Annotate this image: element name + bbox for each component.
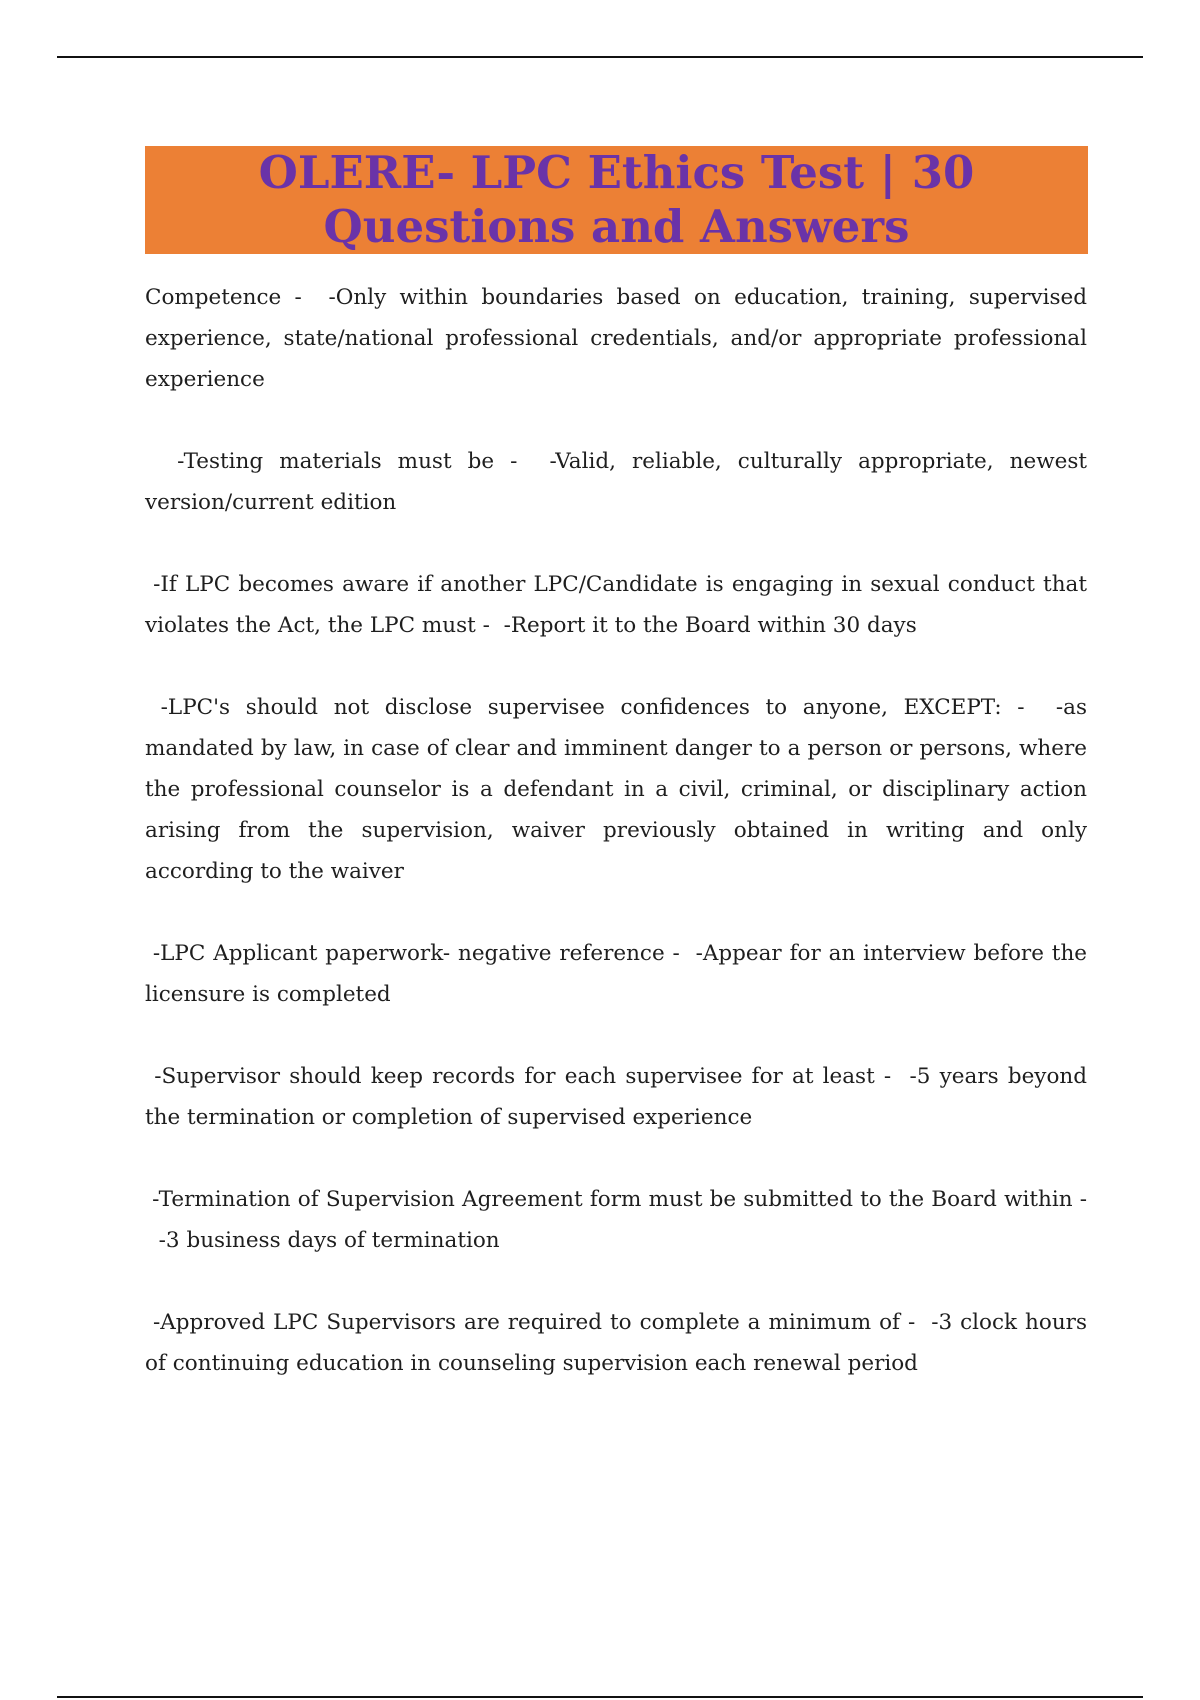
qa-question: -Approved LPC Supervisors are required to complete a minimum of -: [153, 1310, 916, 1335]
qa-question: -Testing materials must be -: [177, 449, 518, 474]
qa-answer: -as mandated by law, in case of clear and imminent danger to a person or persons, where the professional counselor is a defendant in a civil, criminal, or disciplinary action arising from the supervision, waiver previously obtained in writing and only according to the waiver: [145, 695, 1087, 884]
qa-list: [145, 277, 1087, 1425]
qa-question: -If LPC becomes aware if another LPC/Candidate is engaging in sexual conduct that violates the Act, the LPC must -: [145, 572, 1088, 638]
qa-answer: -Appear for an interview before the licensure is completed: [145, 941, 1088, 1007]
qa-answer: -Report it to the Board within 30 days: [503, 613, 917, 638]
qa-question: -Termination of Supervision Agreement form must be submitted to the Board within -: [152, 1187, 1087, 1212]
qa-answer: -5 years beyond the termination or completion of supervised experience: [145, 1064, 1088, 1130]
qa-item: [145, 933, 1087, 1015]
qa-answer: -Valid, reliable, culturally appropriate, newest version/current edition: [145, 449, 1088, 515]
page-title: OLERE- LPC Ethics Test | 30 Questions and Answers: [258, 146, 975, 253]
bottom-rule: [57, 1696, 1143, 1698]
qa-item: [145, 687, 1087, 892]
qa-answer: -3 clock hours of continuing education in counseling supervision each renewal period: [145, 1310, 1087, 1376]
qa-item: [145, 1056, 1087, 1138]
qa-answer: -Only within boundaries based on education, training, supervised experience, state/national professional credentials, and/or appropriate professional experience: [145, 285, 1088, 392]
title-banner: [145, 146, 1088, 254]
qa-item: [145, 277, 1087, 400]
qa-answer: -3 business days of termination: [158, 1228, 500, 1253]
qa-question: -LPC's should not disclose supervisee confidences to anyone, EXCEPT: -: [160, 695, 1025, 720]
qa-question: -Supervisor should keep records for each supervisee for at least -: [154, 1064, 892, 1089]
qa-item: [145, 564, 1087, 646]
qa-item: [145, 441, 1087, 523]
qa-item: [145, 1179, 1087, 1261]
top-rule: [57, 56, 1143, 58]
qa-item: [145, 1302, 1087, 1384]
qa-question: Competence -: [145, 285, 302, 310]
qa-question: -LPC Applicant paperwork- negative reference -: [152, 941, 680, 966]
